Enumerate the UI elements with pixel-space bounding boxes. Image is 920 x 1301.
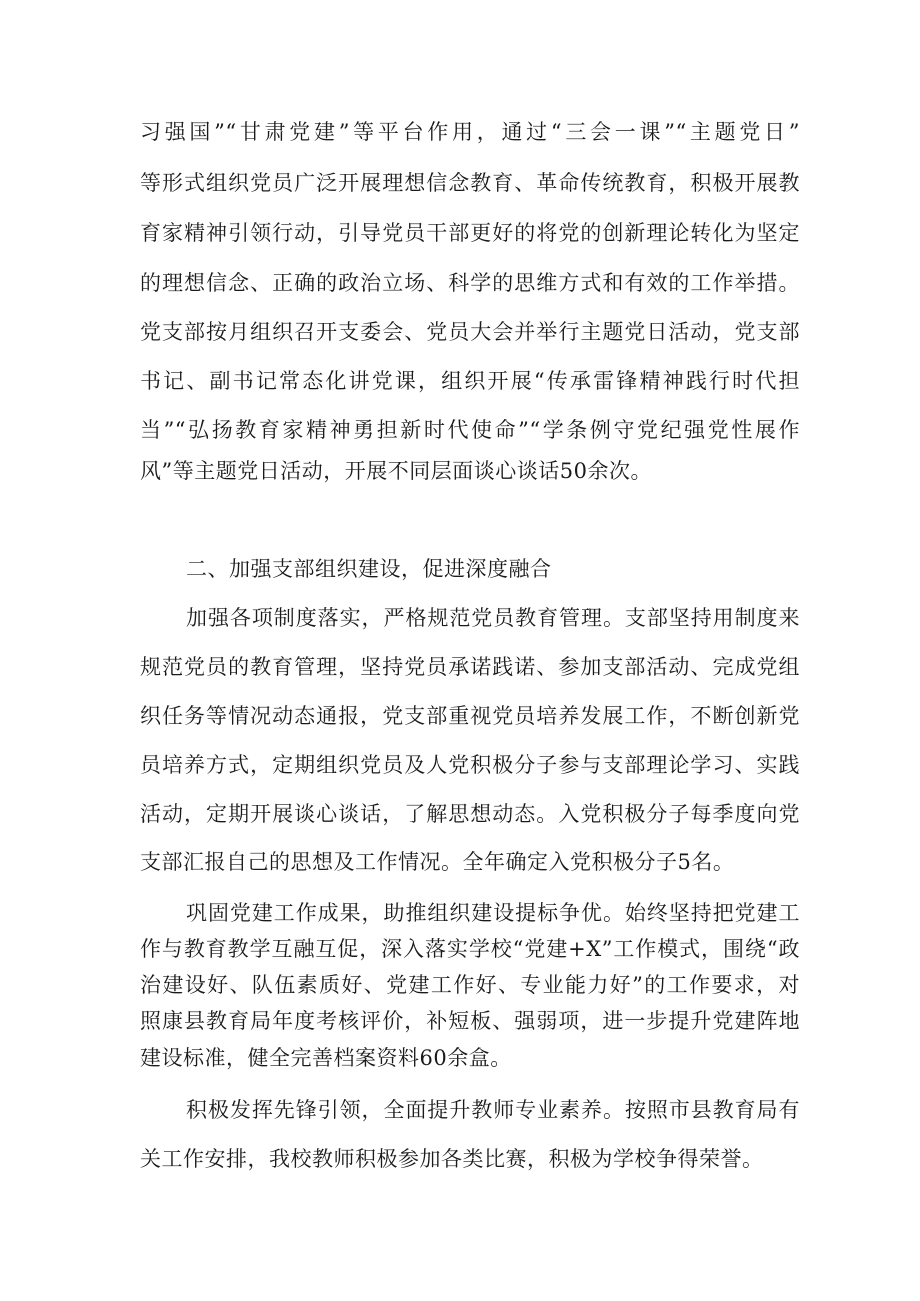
paragraph-line: 治建设好、队伍素质好、党建工作好、专业能力好”的工作要求，对 <box>140 973 800 997</box>
paragraph-line: 风”等主题党日活动，开展不同层面谈心谈话50余次。 <box>140 459 652 483</box>
paragraph-line: 育家精神引领行动，引导党员干部更好的将党的创新理论转化为坚定 <box>140 221 800 245</box>
paragraph-line: 书记、副书记常态化讲党课，组织开展“传承雷锋精神践行时代担 <box>140 369 800 393</box>
paragraph-line: 建设标准，健全完善档案资料60余盒。 <box>140 1046 512 1070</box>
paragraph-line: 积极发挥先锋引领，全面提升教师专业素养。按照市县教育局有 <box>186 1098 800 1122</box>
paragraph-line: 支部汇报自己的思想及工作情况。全年确定入党积极分子5名。 <box>140 850 735 874</box>
paragraph-line: 当”“弘扬教育家精神勇担新时代使命”“学条例守党纪强党性展作 <box>140 418 800 442</box>
section-heading: 二、加强支部组织建设，促进深度融合 <box>186 557 552 581</box>
paragraph-line: 关工作安排，我校教师积极参加各类比赛，积极为学校争得荣誉。 <box>140 1147 764 1171</box>
paragraph-line: 活动，定期开展谈心谈话，了解思想动态。入党积极分子每季度向党 <box>140 802 800 826</box>
paragraph-line: 的理想信念、正确的政治立场、科学的思维方式和有效的工作举措。 <box>140 271 800 295</box>
paragraph-line: 规范党员的教育管理，坚持党员承诺践诺、参加支部活动、完成党组 <box>140 655 800 679</box>
paragraph-line: 习强国”“甘肃党建”等平台作用，通过“三会一课”“主题党日” <box>140 120 800 144</box>
paragraph-line: 照康县教育局年度考核评价，补短板、强弱项，进一步提升党建阵地 <box>140 1009 800 1033</box>
paragraph-line: 加强各项制度落实，严格规范党员教育管理。支部坚持用制度来 <box>186 606 800 630</box>
paragraph-line: 等形式组织党员广泛开展理想信念教育、革命传统教育，积极开展教 <box>140 171 800 195</box>
paragraph-line: 员培养方式，定期组织党员及人党积极分子参与支部理论学习、实践 <box>140 753 800 777</box>
paragraph-line: 织任务等情况动态通报，党支部重视党员培养发展工作，不断创新党 <box>140 704 800 728</box>
paragraph-line: 党支部按月组织召开支委会、党员大会并举行主题党日活动，党支部 <box>140 320 800 344</box>
paragraph-line: 巩固党建工作成果，助推组织建设提标争优。始终坚持把党建工 <box>186 901 800 925</box>
paragraph-line: 作与教育教学互融互促，深入落实学校“党建+X”工作模式，围绕“政 <box>140 937 800 961</box>
